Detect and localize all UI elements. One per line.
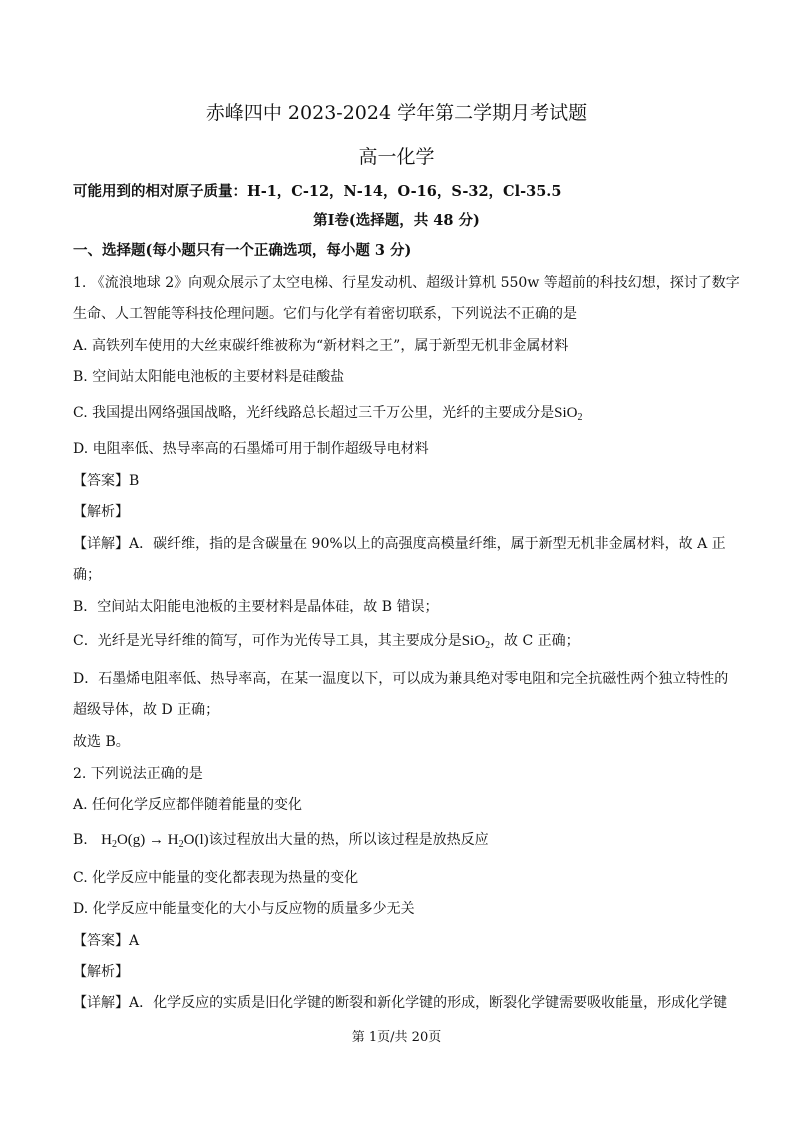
q1-stem-line1: 1. 《流浪地球 2》向观众展示了太空电梯、行星发动机、超级计算机 550w 等超前的科技幻想，探讨了数字 [73, 275, 740, 291]
q1-detail-b: B．空间站太阳能电池板的主要材料是晶体硅，故 B 错误； [73, 599, 439, 615]
page-subtitle: 高一化学 [358, 146, 435, 168]
q1-option-b: B. 空间站太阳能电池板的主要材料是硅酸盐 [73, 369, 345, 385]
q1-stem-line2: 生命、人工智能等科技伦理问题。它们与化学有着密切联系，下列说法不正确的是 [73, 306, 577, 322]
page-footer: 第 1页/共 20页 [351, 1030, 442, 1045]
page-title: 赤峰四中 2023-2024 学年第二学期月考试题 [205, 102, 588, 124]
q2-detail-line1: 【详解】A．化学反应的实质是旧化学键的断裂和新化学键的形成，断裂化学键需要吸收能量，形成化学键 [73, 995, 728, 1011]
q1-detail-c: C．光纤是光导纤维的简写，可作为光传导工具，其主要成分是SiO$_2$，故 C 正确； [73, 633, 580, 651]
q2-option-b-equation: $H_2O(g) \to H_2O(l)$ [101, 832, 209, 850]
q2-option-b: B. $H_2O(g) \to H_2O(l)$该过程放出大量的热，所以该过程是放热反应 [73, 832, 489, 850]
section-heading: 第Ⅰ卷(选择题，共 48 分) [313, 212, 480, 229]
q1-detail-d-line1: D．石墨烯电阻率低、热导率高，在某一温度以下，可以成为兼具绝对零电阻和完全抗磁性两个独立特性的 [73, 671, 729, 687]
part-heading: 一、选择题(每小题只有一个正确选项，每小题 3 分) [73, 242, 412, 259]
q1-detail-c-formula: SiO$_2$ [461, 633, 491, 651]
q1-option-c-formula: SiO$_2$ [554, 405, 583, 423]
q1-option-c [73, 402, 582, 423]
q1-option-a: A. 高铁列车使用的大丝束碳纤维被称为“新材料之王”，属于新型无机非金属材料 [73, 338, 569, 354]
q1-analysis-label: 【解析】 [73, 504, 129, 520]
q2-option-a: A. 任何化学反应都伴随着能量的变化 [73, 797, 303, 813]
q2-stem: 2. 下列说法正确的是 [73, 766, 203, 782]
q2-option-c: C. 化学反应中能量的变化都表现为热量的变化 [73, 870, 359, 886]
q2-analysis-label: 【解析】 [73, 964, 129, 980]
q1-option-c-text: C. 我国提出网络强国战略，光纤线路总长超过三千万公里，光纤的主要成分是 [73, 405, 555, 421]
atomic-masses-line: 可能用到的相对原子质量：H-1，C-12，N-14，O-16，S-32，Cl-35.5 [73, 183, 562, 200]
q1-detail-a-line1: 【详解】A．碳纤维，指的是含碳量在 90%以上的高强度高模量纤维，属于新型无机非金属材料，故 A 正 [73, 536, 726, 552]
q1-answer: 【答案】B [73, 473, 140, 489]
q1-conclusion: 故选 B。 [73, 734, 130, 750]
q1-detail-a-line2: 确； [73, 567, 101, 583]
q1-option-d: D. 电阻率低、热导率高的石墨烯可用于制作超级导电材料 [73, 441, 429, 457]
q2-answer: 【答案】A [73, 933, 140, 949]
q2-option-d: D. 化学反应中能量变化的大小与反应物的质量多少无关 [73, 901, 415, 917]
q1-detail-d-line2: 超级导体，故 D 正确； [73, 702, 220, 718]
